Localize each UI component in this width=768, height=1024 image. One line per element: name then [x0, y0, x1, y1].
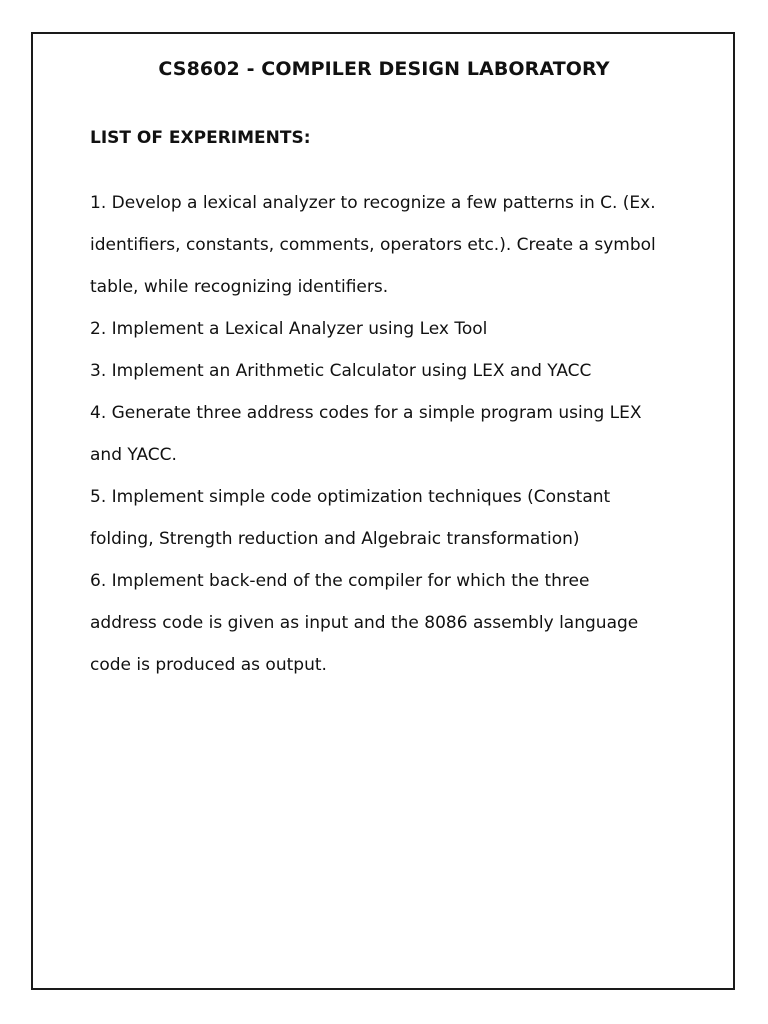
experiment-item-3: 3. Implement an Arithmetic Calculator using LEX and YACC [90, 361, 592, 381]
experiment-item-2: 2. Implement a Lexical Analyzer using Lex Tool [90, 319, 488, 339]
experiment-list [90, 182, 690, 686]
experiment-item-6: 6. Implement back-end of the compiler for which the three address code is given as input and the 8086 assembly language code is produced as output. [90, 571, 639, 675]
experiment-item-1: 1. Develop a lexical analyzer to recognize a few patterns in C. (Ex. identifiers, constants, comments, operators etc.). Create a symbol table, while recognizing identifiers. [90, 193, 656, 297]
experiment-item-5: 5. Implement simple code optimization techniques (Constant folding, Strength reduction and Algebraic transformation) [90, 487, 611, 549]
section-heading: LIST OF EXPERIMENTS: [90, 128, 311, 148]
document-title: CS8602 - COMPILER DESIGN LABORATORY [158, 58, 610, 80]
experiment-item-4: 4. Generate three address codes for a simple program using LEX and YACC. [90, 403, 642, 465]
